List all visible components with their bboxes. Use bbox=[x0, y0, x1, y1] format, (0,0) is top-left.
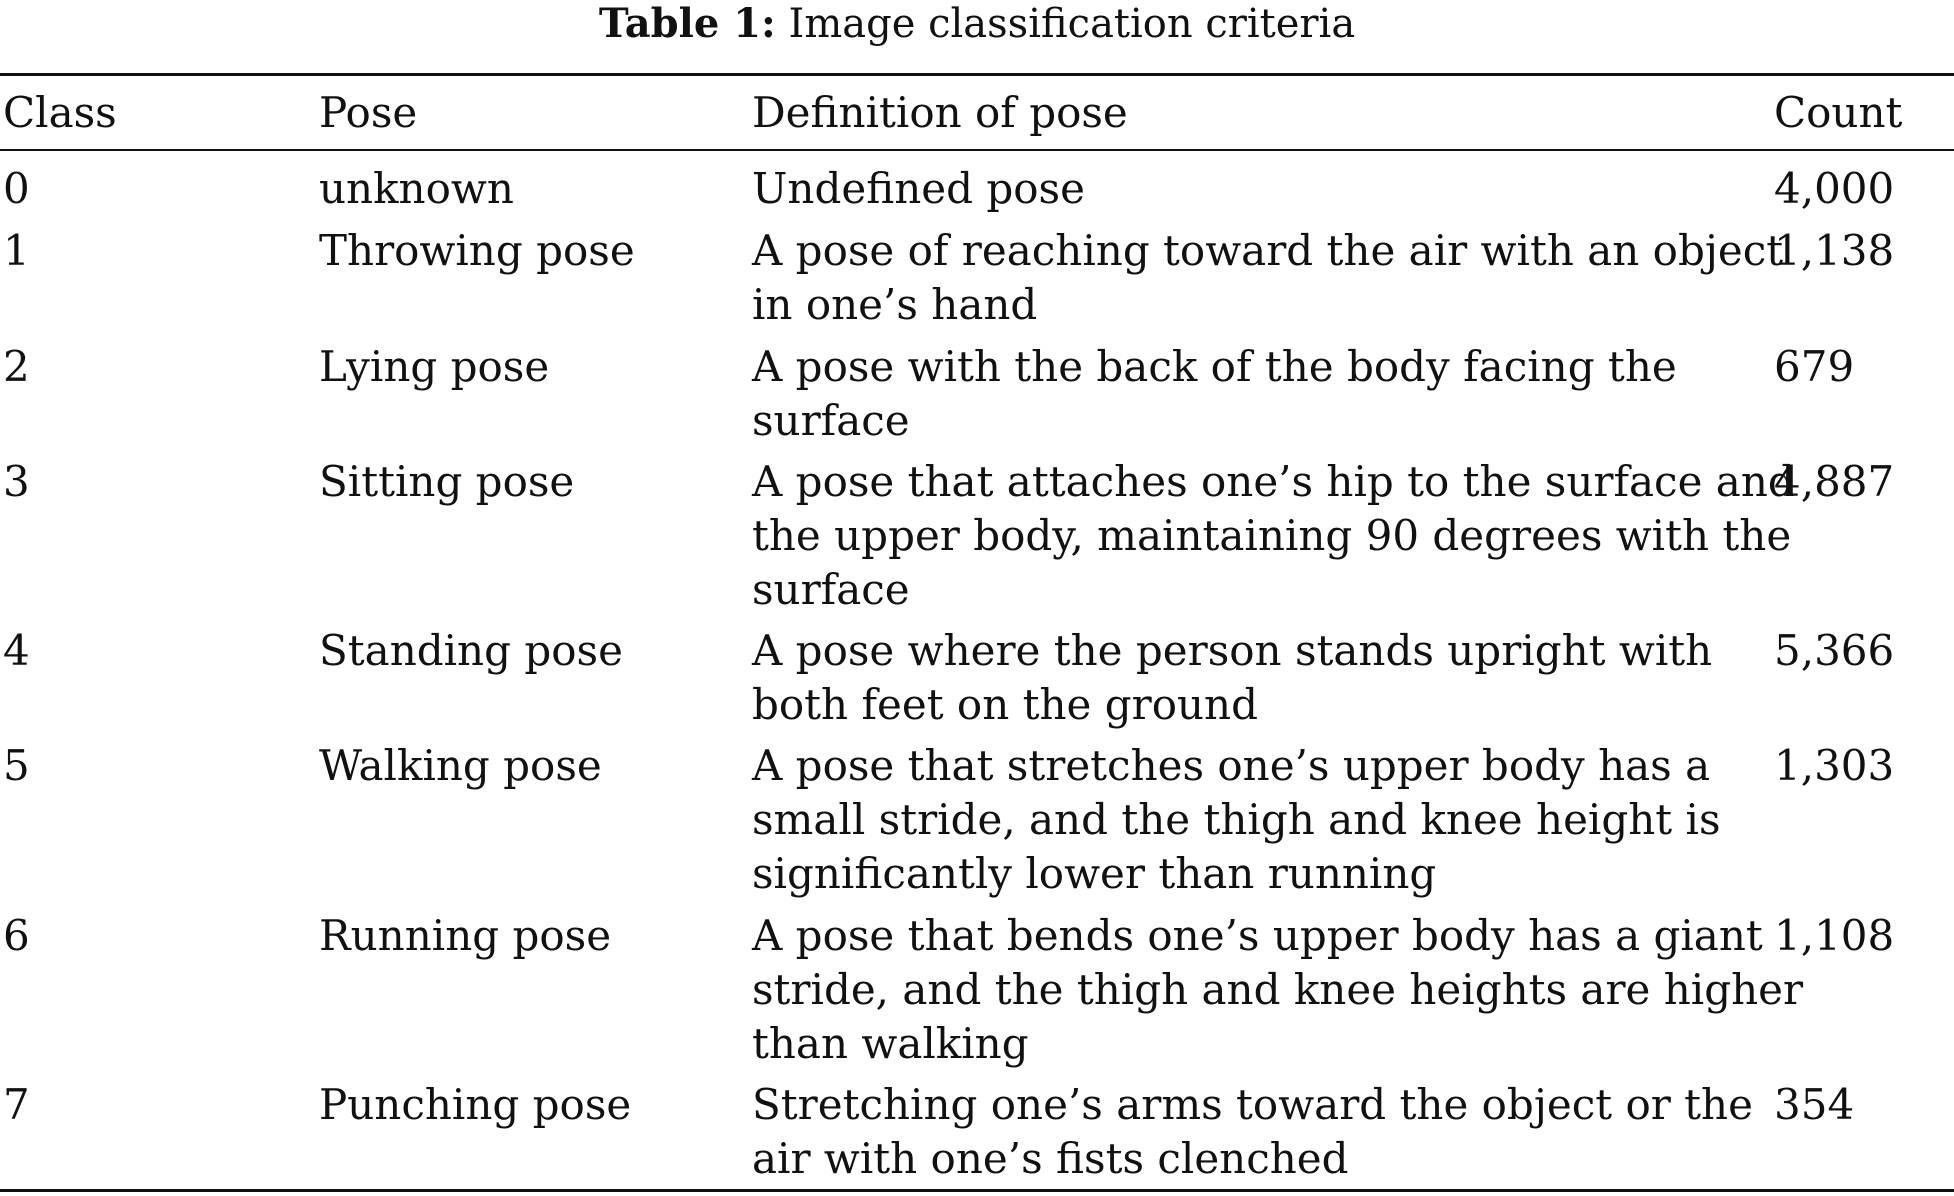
definition-line: A pose that stretches one’s upper body has a bbox=[752, 741, 1711, 790]
definition-line: significantly lower than running bbox=[752, 849, 1437, 898]
definition-line: A pose with the back of the body facing the bbox=[752, 342, 1677, 391]
table-top-rule bbox=[0, 73, 1954, 76]
cell-count: 4,000 bbox=[1774, 164, 1895, 213]
cell-class: 3 bbox=[3, 457, 30, 506]
cell-class: 4 bbox=[3, 626, 30, 675]
cell-count: 1,138 bbox=[1774, 226, 1895, 275]
definition-line: A pose of reaching toward the air with an object bbox=[752, 226, 1784, 275]
definition-line: air with one’s fists clenched bbox=[752, 1134, 1349, 1183]
definition-line: stride, and the thigh and knee heights are higher bbox=[752, 965, 1804, 1014]
cell-count: 1,303 bbox=[1774, 741, 1895, 790]
cell-definition bbox=[752, 224, 1784, 332]
cell-class: 6 bbox=[3, 911, 30, 960]
table-caption-label: Table 1: bbox=[598, 0, 776, 47]
table-caption-text: Image classification criteria bbox=[788, 1, 1356, 47]
cell-count: 354 bbox=[1774, 1080, 1855, 1129]
definition-line: Undefined pose bbox=[752, 164, 1085, 213]
table-bottom-rule bbox=[0, 1189, 1954, 1192]
cell-pose: Walking pose bbox=[319, 741, 602, 790]
definition-line: small stride, and the thigh and knee height is bbox=[752, 795, 1721, 844]
cell-pose: Throwing pose bbox=[319, 226, 635, 275]
definition-line: surface bbox=[752, 565, 910, 614]
cell-definition bbox=[752, 162, 1752, 216]
cell-definition bbox=[752, 739, 1752, 901]
definition-line: both feet on the ground bbox=[752, 680, 1258, 729]
cell-count: 5,366 bbox=[1774, 626, 1895, 675]
cell-class: 0 bbox=[3, 164, 30, 213]
header-definition: Definition of pose bbox=[752, 88, 1128, 137]
cell-class: 5 bbox=[3, 741, 30, 790]
cell-pose: Punching pose bbox=[319, 1080, 632, 1129]
cell-definition bbox=[752, 624, 1752, 732]
cell-pose: Running pose bbox=[319, 911, 612, 960]
definition-line: surface bbox=[752, 396, 910, 445]
cell-pose: Lying pose bbox=[319, 342, 550, 391]
cell-count: 1,108 bbox=[1774, 911, 1895, 960]
definition-line: A pose that attaches one’s hip to the surface and bbox=[752, 457, 1795, 506]
cell-definition bbox=[752, 455, 1795, 617]
header-count: Count bbox=[1774, 88, 1903, 137]
definition-line: Stretching one’s arms toward the object or the bbox=[752, 1080, 1753, 1129]
cell-definition bbox=[752, 909, 1804, 1071]
definition-line: A pose that bends one’s upper body has a giant bbox=[752, 911, 1763, 960]
header-class: Class bbox=[3, 88, 117, 137]
cell-pose: Standing pose bbox=[319, 626, 623, 675]
definition-line: the upper body, maintaining 90 degrees with the bbox=[752, 511, 1792, 560]
cell-class: 1 bbox=[3, 226, 30, 275]
cell-pose: unknown bbox=[319, 164, 514, 213]
cell-class: 7 bbox=[3, 1080, 30, 1129]
cell-definition bbox=[752, 340, 1752, 448]
table-caption bbox=[0, 0, 1954, 52]
cell-class: 2 bbox=[3, 342, 30, 391]
cell-count: 4,887 bbox=[1774, 457, 1895, 506]
definition-line: in one’s hand bbox=[752, 280, 1038, 329]
header-pose: Pose bbox=[319, 88, 418, 137]
cell-definition bbox=[752, 1078, 1752, 1186]
cell-pose: Sitting pose bbox=[319, 457, 575, 506]
definition-line: A pose where the person stands upright with bbox=[752, 626, 1713, 675]
definition-line: than walking bbox=[752, 1019, 1029, 1068]
cell-count: 679 bbox=[1774, 342, 1855, 391]
table-header-rule bbox=[0, 149, 1954, 151]
